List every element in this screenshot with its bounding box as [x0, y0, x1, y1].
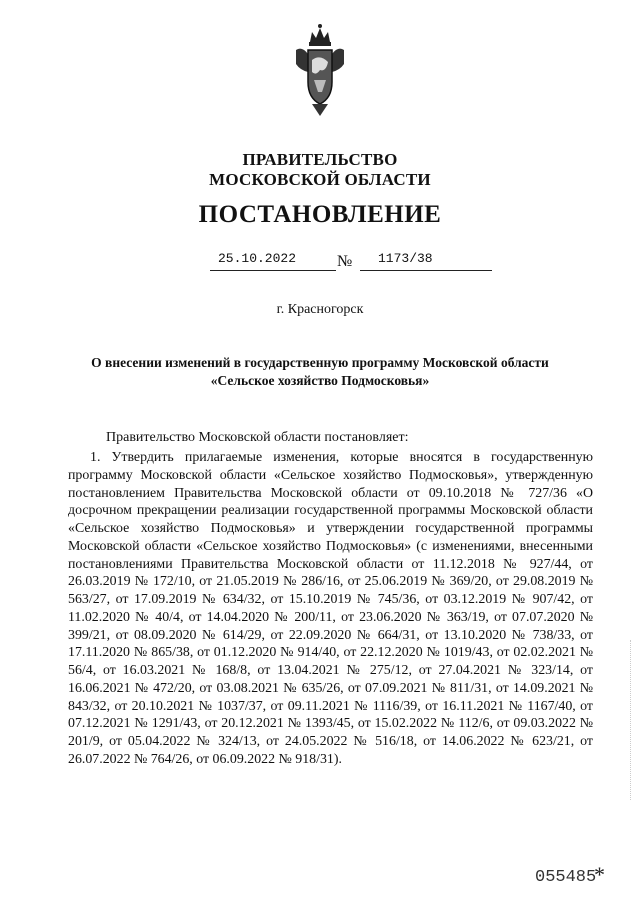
subject-title-line2: «Сельское хозяйство Подмосковья»	[210, 373, 430, 388]
subject-title-line1: О внесении изменений в государственную программу Московской области	[91, 355, 549, 370]
paragraph-1: 1. Утвердить прилагаемые изменения, которые вносятся в государственную программу Московской области «Сельское хозяйство Подмосковья», утвержденную постановлением Правительства Московской области от 09.10.2018 № 727/36 «О досрочном прекращении реализации государственной программы Московской области «Сельское хозяйство Подмосковья» и утверждении государственной программы Московской области «Сельское хозяйство Подмосковья» (с изменениями, внесенными постановлениями Правительства Московской области от 11.12.2018 № 927/44, от 26.03.2019 № 172/10, от 21.05.2019 № 286/16, от 25.06.2019 № 369/20, от 29.08.2019 № 563/27, от 17.09.2019 № 634/32, от 15.10.2019 № 745/36, от 03.12.2019 № 907/42, от 11.02.2020 № 40/4, от 14.04.2020 № 200/11, от 23.06.2020 № 363/19, от 07.07.2020 № 399/21, от 08.09.2020 № 614/29, от 22.09.2020 № 664/31, от 13.10.2020 № 738/33, от 17.11.2020 № 865/38, от 01.12.2020 № 914/40, от 22.12.2020 № 1019/43, от 02.02.2021 № 56/4, от 16.03.2021 № 168/8, от 13.04.2021 № 275/12, от 27.04.2021 № 323/14, от 16.06.2021 № 472/20, от 03.08.2021 № 635/26, от 07.09.2021 № 811/31, от 14.09.2021 № 843/32, от 20.10.2021 № 1037/37, от 09.11.2021 № 1116/39, от 16.11.2021 № 1167/40, от 07.12.2021 № 1291/43, от 20.12.2021 № 1393/45, от 15.02.2022 № 112/6, от 09.03.2022 № 201/9, от 05.04.2022 № 324/13, от 24.05.2022 № 516/18, от 14.06.2022 № 623/21, от 26.07.2022 № 764/26, от 06.09.2022 № 918/31).	[68, 450, 593, 767]
number-sign: №	[337, 253, 353, 270]
city-name: г. Красногорск	[276, 302, 364, 317]
government-name-line2: МОСКОВСКОЙ ОБЛАСТИ	[209, 170, 431, 189]
date-underline	[210, 270, 336, 271]
serial-star-mark: *	[594, 862, 605, 887]
coat-of-arms-icon	[292, 20, 348, 120]
decree-body	[68, 449, 593, 769]
decree-date: 25.10.2022	[218, 251, 297, 266]
intro-paragraph: Правительство Московской области постановляет:	[106, 430, 409, 445]
decree-number: 1173/38	[378, 251, 433, 266]
margin-mark	[630, 640, 633, 800]
document-type-title: ПОСТАНОВЛЕНИЕ	[198, 201, 442, 228]
number-underline	[360, 270, 492, 271]
government-name-line1: ПРАВИТЕЛЬСТВО	[242, 150, 398, 169]
serial-number: 055485	[535, 868, 597, 887]
